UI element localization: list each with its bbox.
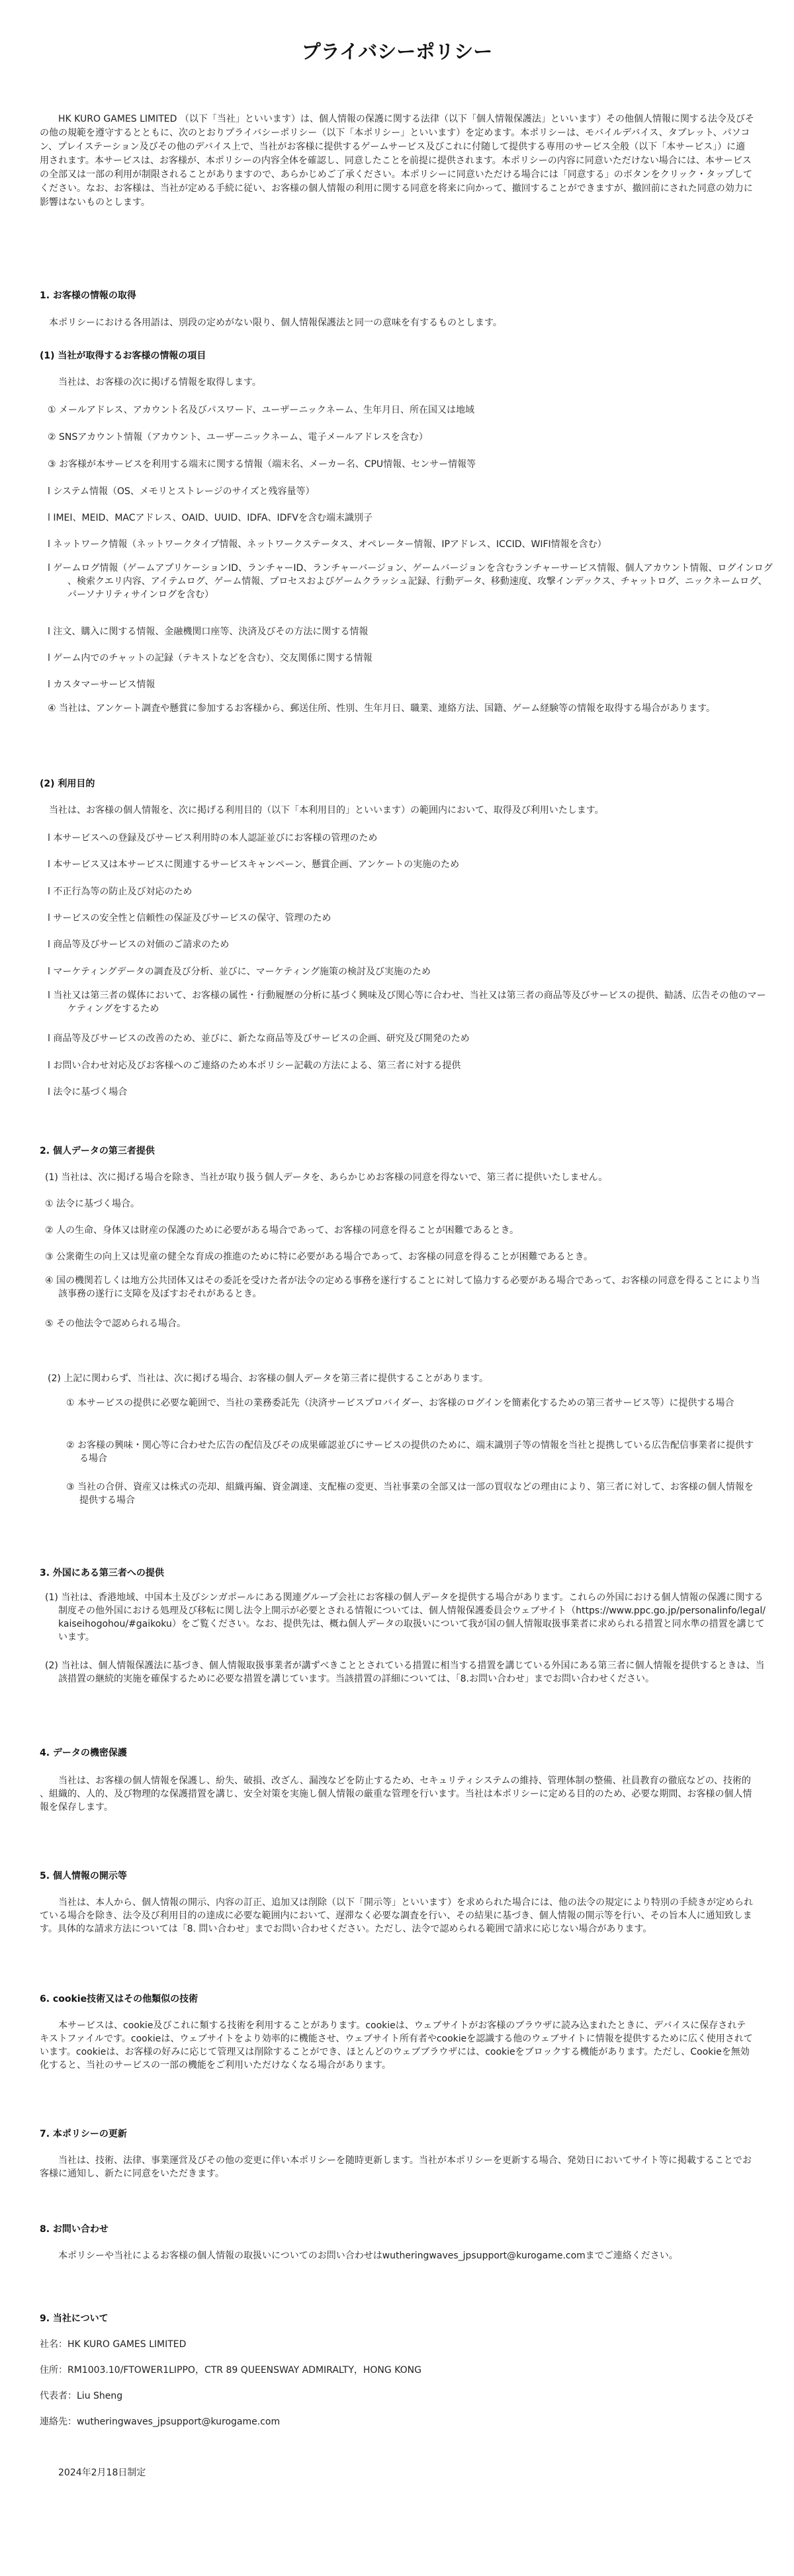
list-item: ② お客様の興味・関心等に合わせた広告の配信及びその成果確認並びにサービスの提供のために、端末識別子等の情報を当社と提携している広告配信事業者に提供する場合 <box>66 1440 754 1464</box>
list-item: l ゲーム内でのチャットの記録（テキストなどを含む）、交友関係に関する情報 <box>48 653 373 664</box>
list-item: ⑤ その他法令で認められる場合。 <box>45 1318 187 1329</box>
purpose-item: l 不正行為等の防止及び対応のため <box>48 886 193 897</box>
company-name: 社名：HK KURO GAMES LIMITED <box>40 2339 187 2350</box>
section-1-subheading-purposes: (2) 利用目的 <box>40 779 95 789</box>
list-item: l ゲームログ情報（ゲームアプリケーションID、ランチャーID、ランチャーバージョン、ゲームバージョンを含むランチャーサービス情報、個人アカウント情報、ログインログ、検索クエリ内容、アイテムログ、ゲーム情報、プロセスおよびゲームクラッシュ記録、行動データ、移動速度、攻撃インデックス、チャットログ、ニックネームログ、パーソナリティサインログを含む） <box>48 563 773 600</box>
purpose-item: l 当社又は第三者の媒体において、お客様の属性・行動履歴の分析に基づく興味及び関心等に合わせ、当社又は第三者の商品等及びサービスの提供、勧誘、広告その他のマーケティングをするため <box>48 990 766 1014</box>
company-contact: 連絡先：wutheringwaves_jpsupport@kurogame.com <box>40 2417 281 2427</box>
list-item: ① メールアドレス、アカウント名及びパスワード、ユーザーニックネーム、生年月日、所在国又は地域 <box>48 405 475 415</box>
section-7-heading: 7. 本ポリシーの更新 <box>40 2129 127 2139</box>
purpose-item: l マーケティングデータの調査及び分析、並びに、マーケティング施策の検討及び実施のため <box>48 966 431 977</box>
section-3-heading: 3. 外国にある第三者への提供 <box>40 1568 164 1578</box>
effective-date: 2024年2月18日制定 <box>58 2468 146 2478</box>
list-item: ① 法令に基づく場合。 <box>45 1199 140 1209</box>
purpose-item: l 法令に基づく場合 <box>48 1087 128 1097</box>
section-8-paragraph: 本ポリシーや当社によるお客様の個人情報の取扱いについてのお問い合わせはwutheringwaves_jpsupport@kurogame.comまでご連絡ください。 <box>58 2251 678 2261</box>
list-item: l システム情報（OS、メモリとストレージのサイズと残容量等） <box>48 486 315 497</box>
section-6-heading: 6. cookie技術又はその他類似の技術 <box>40 1994 198 2004</box>
intro-paragraph: HK KURO GAMES LIMITED （以下「当社」といいます）は、個人情報の保護に関する法律（以下「個人情報保護法」といいます）その他個人情報に関する法令及びその他の規範を遵守するとともに、次のとおりプライバシーポリシー（以下「本ポリシー」といいます）を定めます。本ポリシーは、モバイルデバイス、タブレット、パソコン、プレイステーション及びその他のデバイス上で、当社がお客様に提供するゲームサービス及びこれに付随して提供する専用のサービス全般（以下「本サービス」）に適用されます。本サービスは、お客様が、本ポリシーの内容全体を確認し、同意したことを前提に提供されます。本ポリシーの内容に同意いただけない場合には、本サービスの全部又は一部の利用が制限されることがありますので、あらかじめご了承ください。本ポリシーに同意いただける場合には「同意する」のボタンをクリック・タップしてください。なお、お客様は、当社が定める手続に従い、お客様の個人情報の利用に関する同意を将来に向かって、撤回することができますが、撤回前にされた同意の効力に影響はないものとします。 <box>40 114 754 208</box>
company-address: 住所：RM1003.10/FTOWER1LIPPO，CTR 89 QUEENSWAY ADMIRALTY，HONG KONG <box>40 2365 421 2376</box>
purpose-item: l 商品等及びサービスの対価のご請求のため <box>48 939 230 950</box>
section-3-paragraph-1: (1) 当社は、香港地域、中国本土及びシンガポールにある関連グループ会社にお客様の個人データを提供する場合があります。これらの外国における個人情報の保護に関する制度その他外国における処理及び移転に関し法令上開示が必要とされる情報については、個人情報保護委員会ウェブサイト（https://www.ppc.go.jp/personalinfo/legal/kaiseihogohou/#gaikoku）をご覧ください。なお、提供先は、概ね個人データの取扱いについて我が国の個人情報取扱事業者に求められる措置と同水準の措置を講じています。 <box>45 1592 766 1643</box>
list-item: ② SNSアカウント情報（アカウント、ユーザーニックネーム、電子メールアドレスを含む） <box>48 432 428 443</box>
section-5-heading: 5. 個人情報の開示等 <box>40 1871 127 1881</box>
list-item: l カスタマーサービス情報 <box>48 679 155 690</box>
list-item: l IMEI、MEID、MACアドレス、OAID、UUID、IDFA、IDFVを含む端末識別子 <box>48 513 373 523</box>
purposes-lead: 当社は、お客様の個人情報を、次に掲げる利用目的（以下「本利用目的」といいます）の範囲内において、取得及び利用いたします。 <box>49 805 604 816</box>
list-item: ④ 国の機関若しくは地方公共団体又はその委託を受けた者が法令の定める事務を遂行することに対して協力する必要がある場合であって、お客様の同意を得ることにより当該事務の遂行に支障を及ぼすおそれがあるとき。 <box>45 1275 760 1299</box>
section-1-lead: 本ポリシーにおける各用語は、別段の定めがない限り、個人情報保護法と同一の意味を有するものとします。 <box>49 318 502 328</box>
list-item: ② 人の生命、身体又は財産の保護のために必要がある場合であって、お客様の同意を得ることが困難であるとき。 <box>45 1225 519 1236</box>
section-2-paragraph-1: (1) 当社は、次に掲げる場合を除き、当社が取り扱う個人データを、あらかじめお客様の同意を得ないで、第三者に提供いたしません。 <box>45 1172 608 1183</box>
purpose-item: l 商品等及びサービスの改善のため、並びに、新たな商品等及びサービスの企画、研究及び開発のため <box>48 1033 470 1044</box>
page-title: プライバシーポリシー <box>301 40 493 63</box>
purpose-item: l お問い合わせ対応及びお客様へのご連絡のため本ポリシー記載の方法による、第三者に対する提供 <box>48 1060 461 1071</box>
list-item: ① 本サービスの提供に必要な範囲で、当社の業務委託先（決済サービスプロバイダー、お客様のログインを簡素化するための第三者サービス等）に提供する場合 <box>66 1398 734 1408</box>
section-2-paragraph-2: (2) 上記に関わらず、当社は、次に掲げる場合、お客様の個人データを第三者に提供することがあります。 <box>48 1373 489 1384</box>
section-5-paragraph: 当社は、本人から、個人情報の開示、内容の訂正、追加又は削除（以下「開示等」といいます）を求められた場合には、他の法令の規定により特別の手続きが定められている場合を除き、法令及び利用目的の達成に必要な範囲内において、遅滞なく必要な調査を行い、その結果に基づき、個人情報の開示等を行い、その旨本人に通知致します。具体的な請求方法については「8. 問い合わせ」までお問い合わせください。ただし、法令で認められる範囲で請求に応じない場合があります。 <box>40 1897 753 1934</box>
purpose-item: l サービスの安全性と信頼性の保証及びサービスの保守、管理のため <box>48 913 331 923</box>
company-representative: 代表者：Liu Sheng <box>40 2391 123 2401</box>
list-item: ③ 公衆衛生の向上又は児童の健全な育成の推進のために特に必要がある場合であって、お客様の同意を得ることが困難であるとき。 <box>45 1252 594 1262</box>
section-1-items-lead: 当社は、お客様の次に掲げる情報を取得します。 <box>58 377 261 388</box>
list-item: l ネットワーク情報（ネットワークタイプ情報、ネットワークステータス、オペレーター情報、IPアドレス、ICCID、WIFI情報を含む） <box>48 539 607 550</box>
section-3-paragraph-2: (2) 当社は、個人情報保護法に基づき、個人情報取扱事業者が講ずべきこととされている措置に相当する措置を講じている外国にある第三者に個人情報を提供するときは、当該措置の継続的実施を確保するために必要な措置を講じています。当該措置の詳細については、「8.お問い合わせ」までお問い合わせください。 <box>45 1660 765 1684</box>
list-item: l 注文、購入に関する情報、金融機関口座等、決済及びその方法に関する情報 <box>48 626 369 637</box>
section-4-paragraph: 当社は、お客様の個人情報を保護し、紛失、破損、改ざん、漏洩などを防止するため、セキュリティシステムの維持、管理体制の整備、社員教育の徹底などの、技術的、組織的、人的、及び物理的な保護措置を講じ、安全対策を実施し個人情報の厳重な管理を行います。当社は本ポリシーに定める目的のため、必要な期間、お客様の個人情報を保存します。 <box>40 1776 752 1813</box>
section-8-heading: 8. お問い合わせ <box>40 2224 109 2235</box>
list-item: ③ 当社の合併、資産又は株式の売却、組織再編、資金調達、支配権の変更、当社事業の全部又は一部の買収などの理由により、第三者に対して、お客様の個人情報を提供する場合 <box>66 1482 754 1506</box>
section-1-subheading-items: (1) 当社が取得するお客様の情報の項目 <box>40 351 206 361</box>
section-2-heading: 2. 個人データの第三者提供 <box>40 1146 155 1156</box>
list-item: ③ お客様が本サービスを利用する端末に関する情報（端末名、メーカー名、CPU情報、センサー情報等 <box>48 459 476 470</box>
purpose-item: l 本サービス又は本サービスに関連するサービスキャンペーン、懸賞企画、アンケートの実施のため <box>48 859 460 870</box>
section-6-paragraph: 本サービスは、cookie及びこれに類する技術を利用することがあります。cookieは、ウェブサイトがお客様のブラウザに読み込まれたときに、デバイスに保存されテキストファイルです。cookieは、ウェブサイトをより効率的に機能させ、ウェブサイト所有者やcookieを認識する他のウェブサイトに情報を提供するために広く使用されています。cookieは、お客様の好みに応じて管理又は削除することができ、ほとんどのウェブブラウザには、cookieをブロックする機能があります。ただし、Cookieを無効化すると、当社のサービスの一部の機能をご利用いただけなくなる場合があります。 <box>40 2020 753 2071</box>
section-9-heading: 9. 当社について <box>40 2313 109 2324</box>
purpose-item: l 本サービスへの登録及びサービス利用時の本人認証並びにお客様の管理のため <box>48 833 378 843</box>
list-item: ④ 当社は、アンケート調査や懸賞に参加するお客様から、郵送住所、性別、生年月日、職業、連絡方法、国籍、ゲーム経験等の情報を取得する場合があります。 <box>48 703 716 714</box>
section-1-heading: 1. お客様の情報の取得 <box>40 290 136 301</box>
section-4-heading: 4. データの機密保護 <box>40 1748 127 1758</box>
section-7-paragraph: 当社は、技術、法律、事業運営及びその他の変更に伴い本ポリシーを随時更新します。当社が本ポリシーを更新する場合、発効日においてサイト等に掲載することでお客様に通知し、新たに同意をいただきます。 <box>40 2155 752 2179</box>
